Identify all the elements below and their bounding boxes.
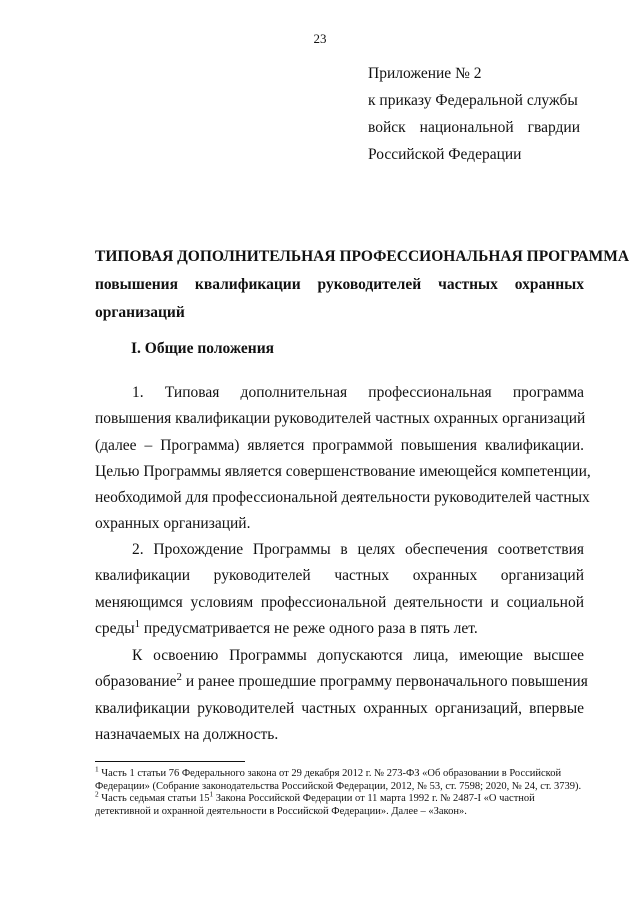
paragraph-line: повышения квалификации руководителей частных охранных организаций bbox=[95, 410, 586, 428]
paragraph-2 bbox=[95, 537, 584, 642]
paragraph-line bbox=[95, 669, 588, 695]
document-title bbox=[95, 243, 630, 327]
title-line: повышения квалификации руководителей частных охранных bbox=[95, 276, 584, 293]
footnote-ref: 2 bbox=[176, 671, 182, 684]
appendix-line: Российской Федерации bbox=[368, 146, 522, 163]
section-heading: I. Общие положения bbox=[131, 340, 275, 357]
text-span: и ранее прошедшие программу первоначального повышения bbox=[181, 673, 588, 691]
footnote-2 bbox=[95, 789, 584, 818]
footnote-marker: 1 bbox=[95, 764, 99, 774]
text-span: среды bbox=[95, 619, 135, 637]
paragraph-line: квалификации руководителей частных охранных организаций bbox=[95, 567, 584, 585]
footnote-text: Закона Российской Федерации от 11 марта 1992 г. № 2487-I «О частной детективной и охранной деятельности в Российской Федерации». Далее – «Закон». bbox=[95, 793, 535, 817]
appendix-block bbox=[368, 60, 580, 168]
appendix-line: Приложение № 2 bbox=[368, 65, 482, 82]
paragraph-3 bbox=[95, 643, 588, 748]
page-number: 23 bbox=[313, 31, 327, 46]
footnote-ref: 1 bbox=[134, 617, 141, 630]
footnote-text: Часть 1 статьи 76 Федерального закона от 29 декабря 2012 г. № 273-ФЗ «Об образовании в Российской Федерации» (Собрание законодательства Российской Федерации, 2012, № 53, ст. 7598; 2020, № 24, ст. 3739). bbox=[95, 768, 582, 792]
footnote-text: Часть седьмая статьи 15 bbox=[98, 793, 210, 804]
paragraph-line: Целью Программы является совершенствование имеющейся компетенции, bbox=[95, 462, 591, 480]
text-span: образование bbox=[95, 673, 177, 691]
paragraph-line: необходимой для профессиональной деятельности руководителей частных bbox=[95, 489, 590, 507]
paragraph-line: К освоению Программы допускаются лица, имеющие высшее bbox=[132, 647, 584, 664]
title-line: организаций bbox=[95, 304, 185, 321]
footnote-divider bbox=[95, 761, 245, 762]
footnote-ref: 1 bbox=[209, 789, 214, 799]
paragraph-1 bbox=[95, 380, 591, 538]
paragraph-line: квалификации руководителей частных охранных организаций, впервые bbox=[95, 699, 584, 717]
paragraph-line: 1. Типовая дополнительная профессиональная программа bbox=[132, 384, 584, 401]
paragraph-line: 2. Прохождение Программы в целях обеспечения соответствия bbox=[132, 541, 584, 558]
footnote-1 bbox=[95, 764, 584, 793]
text-span: предусматривается не реже одного раза в пять лет. bbox=[140, 619, 478, 637]
title-line: ТИПОВАЯ ДОПОЛНИТЕЛЬНАЯ ПРОФЕССИОНАЛЬНАЯ ПРОГРАММА bbox=[95, 248, 630, 265]
footnotes bbox=[95, 764, 584, 818]
paragraph-line: назначаемых на должность. bbox=[95, 725, 279, 743]
footnote-marker: 2 bbox=[95, 789, 99, 799]
paragraph-line: меняющимся условиям профессиональной деятельности и социальной bbox=[95, 593, 584, 611]
paragraph-line: (далее – Программа) является программой повышения квалификации. bbox=[95, 436, 584, 454]
appendix-line: войск национальной гвардии bbox=[368, 119, 580, 136]
paragraph-line bbox=[95, 616, 584, 642]
appendix-line: к приказу Федеральной службы bbox=[368, 92, 578, 109]
paragraph-line: охранных организаций. bbox=[95, 515, 251, 533]
